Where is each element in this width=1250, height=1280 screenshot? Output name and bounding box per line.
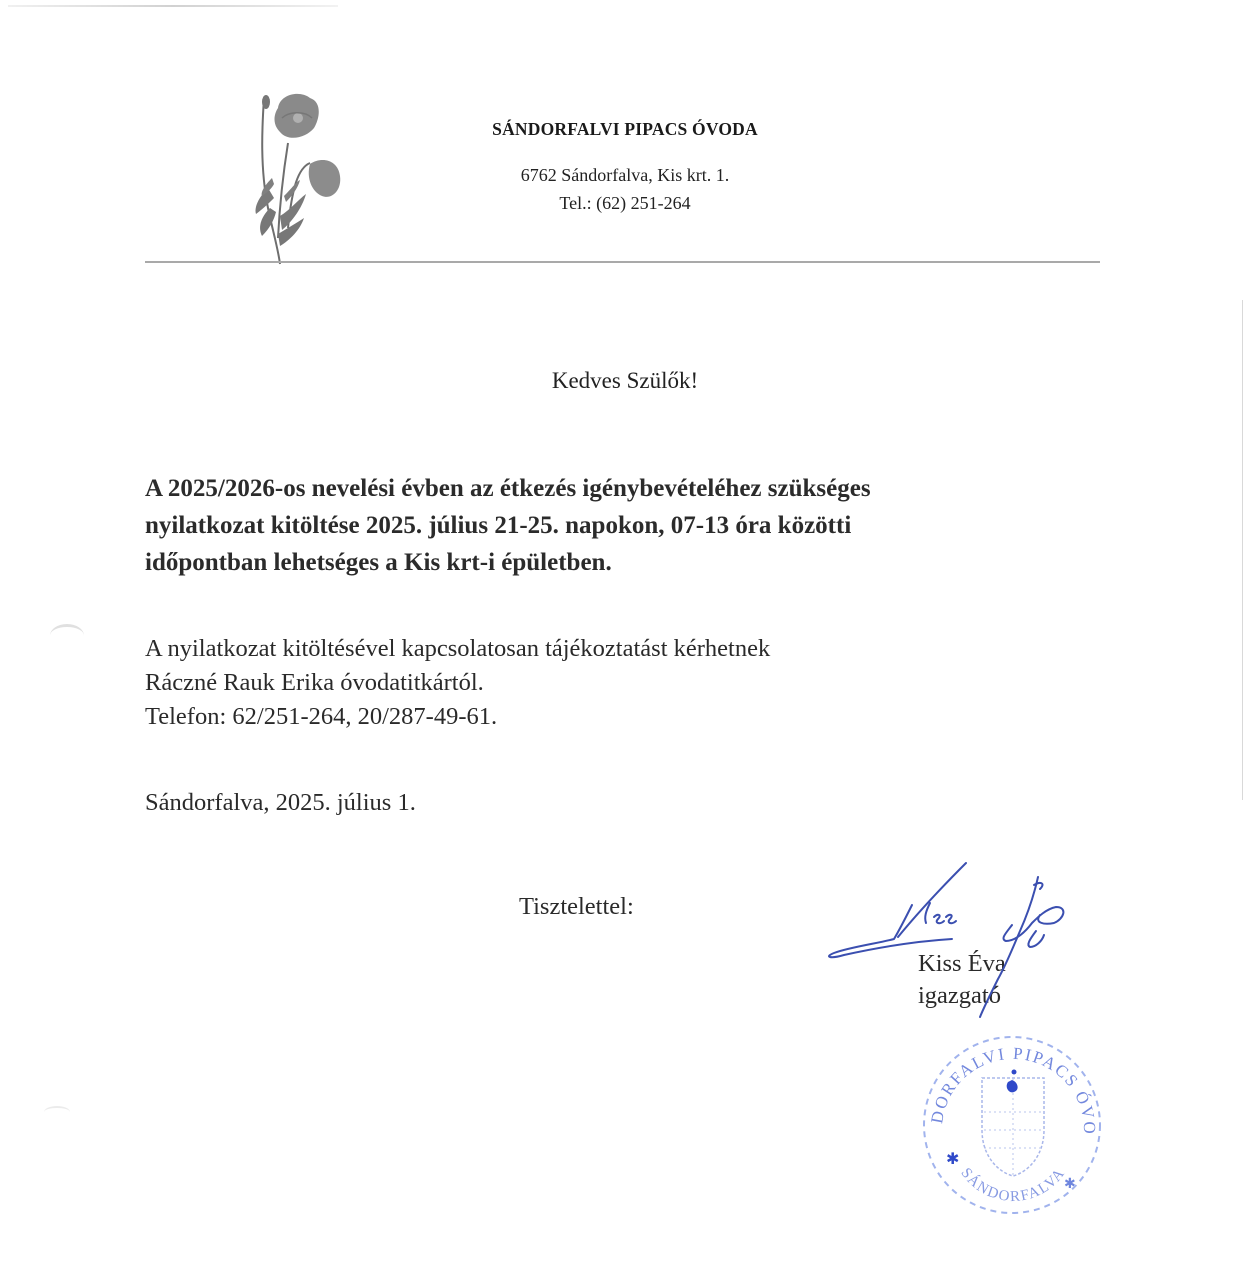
announcement-paragraph	[145, 470, 1025, 581]
closing-salutation: Tisztelettel:	[519, 893, 634, 920]
announcement-line: nyilatkozat kitöltése 2025. július 21-25. napokon, 07-13 óra közötti	[145, 512, 852, 539]
contact-line: Telefon: 62/251-264, 20/287-49-61.	[145, 703, 498, 730]
letter-date: Sándorfalva, 2025. július 1.	[145, 789, 416, 816]
announcement-line: időpontban lehetséges a Kis krt-i épületben.	[145, 549, 612, 576]
stamp-top-text: DORFALVI PIPACS ÓVO	[927, 1043, 1100, 1136]
svg-text:SÁNDORFALVI PIPACS ÓVODA	[912, 1030, 1099, 1136]
punch-hole-mark	[44, 1106, 70, 1118]
greeting: Kedves Szülők!	[551, 368, 699, 393]
header-divider	[145, 261, 1100, 263]
stamp-bottom-text: SÁNDORFALVA	[957, 1165, 1069, 1206]
poppy-flower-icon	[248, 88, 356, 266]
svg-text:✱: ✱	[1064, 1176, 1076, 1192]
scan-edge-mark	[8, 5, 338, 7]
school-phone: Tel.: (62) 251-264	[559, 193, 691, 213]
announcement-line: A 2025/2026-os nevelési évben az étkezés igénybevételéhez szükséges	[145, 475, 871, 502]
contact-line: Ráczné Rauk Erika óvodatitkártól.	[145, 669, 484, 696]
punch-hole-mark	[50, 624, 84, 647]
contact-paragraph	[145, 632, 1025, 734]
svg-text:✱: ✱	[946, 1149, 960, 1168]
school-address: 6762 Sándorfalva, Kis krt. 1.	[520, 165, 730, 185]
svg-text:SÁNDORFALVA	[957, 1165, 1068, 1205]
signer-title: igazgató	[918, 982, 1001, 1009]
school-name: SÁNDORFALVI PIPACS ÓVODA	[492, 119, 758, 139]
handwritten-signature	[820, 855, 1090, 1035]
scan-edge-mark	[1242, 300, 1243, 800]
official-stamp	[912, 1030, 1112, 1220]
signer-name: Kiss Éva	[918, 950, 1006, 977]
contact-line: A nyilatkozat kitöltésével kapcsolatosan tájékoztatást kérhetnek	[145, 635, 771, 662]
